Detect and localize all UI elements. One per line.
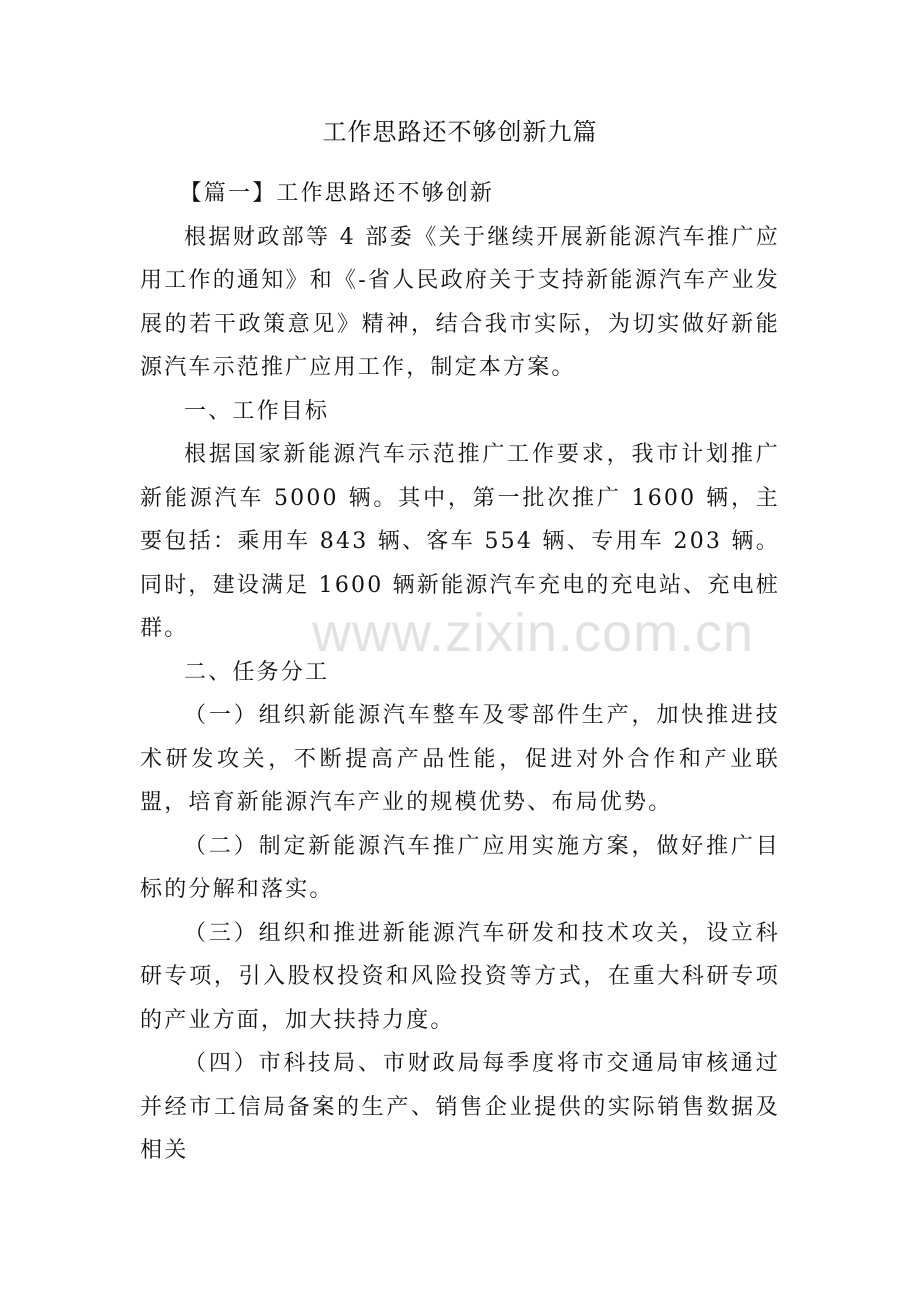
- document-body: [140, 172, 780, 1173]
- document-title: 工作思路还不够创新九篇: [322, 118, 598, 146]
- paragraph-task-2: （二）制定新能源汽车推广应用实施方案，做好推广目标的分解和落实。: [140, 833, 780, 902]
- paragraph-task-1: （一）组织新能源汽车整车及零部件生产，加快推进技术研发攻关，不断提高产品性能，促进对外合作和产业联盟，培育新能源汽车产业的规模优势、布局优势。: [140, 703, 780, 815]
- paragraph-intro: 根据财政部等 4 部委《关于继续开展新能源汽车推广应用工作的通知》和《-省人民政府关于支持新能源汽车产业发展的若干政策意见》精神，结合我市实际，为切实做好新能源汽车示范推广应用工作，制定本方案。: [140, 224, 780, 380]
- watermark-text: www.zixin.com.cn: [312, 603, 755, 663]
- paragraph-task-3: （三）组织和推进新能源汽车研发和技术攻关，设立科研专项，引入股权投资和风险投资等方式，在重大科研专项的产业方面，加大扶持力度。: [140, 920, 780, 1033]
- heading-task-division: 二、任务分工: [184, 659, 330, 685]
- heading-work-goals: 一、工作目标: [184, 398, 330, 424]
- paragraph-work-goals: 根据国家新能源汽车示范推广工作要求，我市计划推广新能源汽车 5000 辆。其中，第一批次推广 1600 辆，主要包括：乘用车 843 辆、客车 554 辆、专用车 203 辆。同时，建设满足 1600 辆新能源汽车充电的充电站、充电桩群。: [140, 442, 780, 641]
- section-heading: 【篇一】工作思路还不够创新: [179, 181, 495, 206]
- paragraph-task-4: （四）市科技局、市财政局每季度将市交通局审核通过并经市工信局备案的生产、销售企业提供的实际销售数据及相关: [140, 1051, 780, 1163]
